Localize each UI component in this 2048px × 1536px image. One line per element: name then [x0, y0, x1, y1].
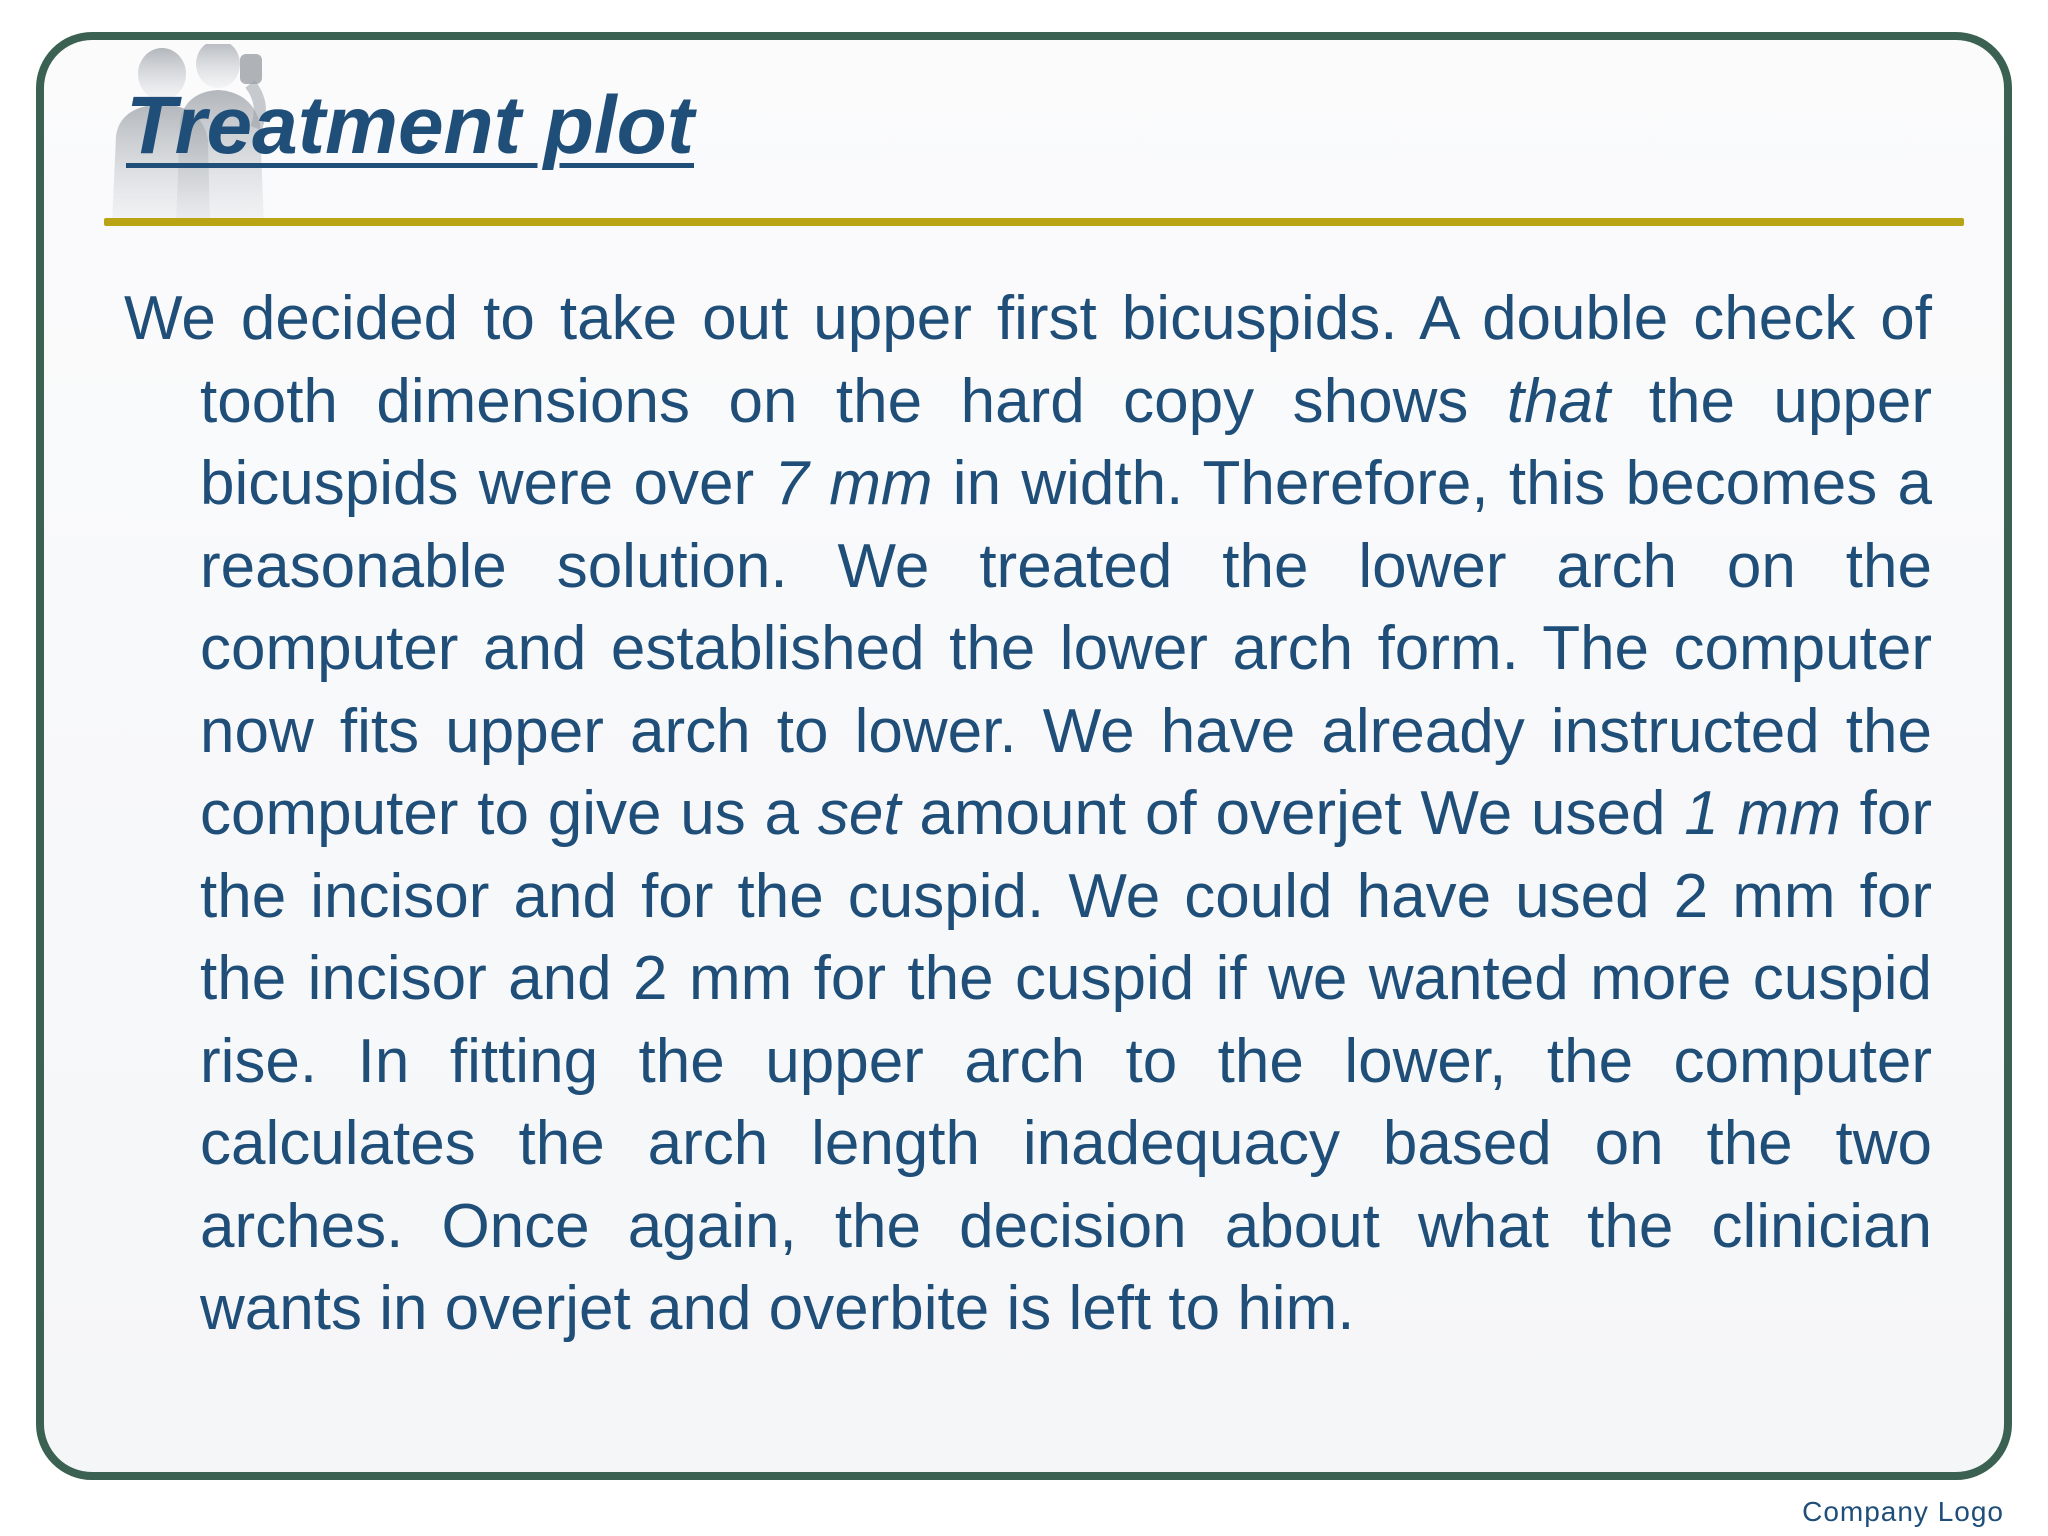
body-text-segment: in width. Therefore, this becomes a reasonable solution. We treated the lower arch on the computer and established the lower arch form. The computer now fits upper arch to lower. We have already instructed the computer to give us a	[200, 449, 1933, 848]
body-text-segment: We decided to take out upper first bicuspids. A double check of tooth dimensions on the hard copy shows	[124, 284, 1932, 436]
body-text-emphasis: 7 mm	[774, 449, 933, 518]
body-text-emphasis: that	[1506, 366, 1611, 436]
body-text-emphasis: set	[817, 779, 901, 848]
body-text-emphasis: 1 mm	[1684, 779, 1841, 848]
slide-title: Treatment plot	[126, 80, 694, 171]
body-text-segment: amount of overjet We used	[900, 779, 1685, 848]
title-divider	[104, 218, 1964, 226]
company-logo-text: Company Logo	[1802, 1496, 2004, 1527]
body-text-segment: for the incisor and for the cuspid. We could have used 2 mm for the incisor and 2 mm for the cuspid if we wanted more cuspid rise. In fitting the upper arch to the lower, the computer calculates the arch length inadequacy based on the two arches. Once again, the decision about what the clinician wants in overjet and overbite is left to him.	[200, 779, 1932, 1343]
body-text-segment: the upper bicuspids were over	[200, 366, 1932, 518]
body-paragraph	[124, 278, 1932, 1351]
